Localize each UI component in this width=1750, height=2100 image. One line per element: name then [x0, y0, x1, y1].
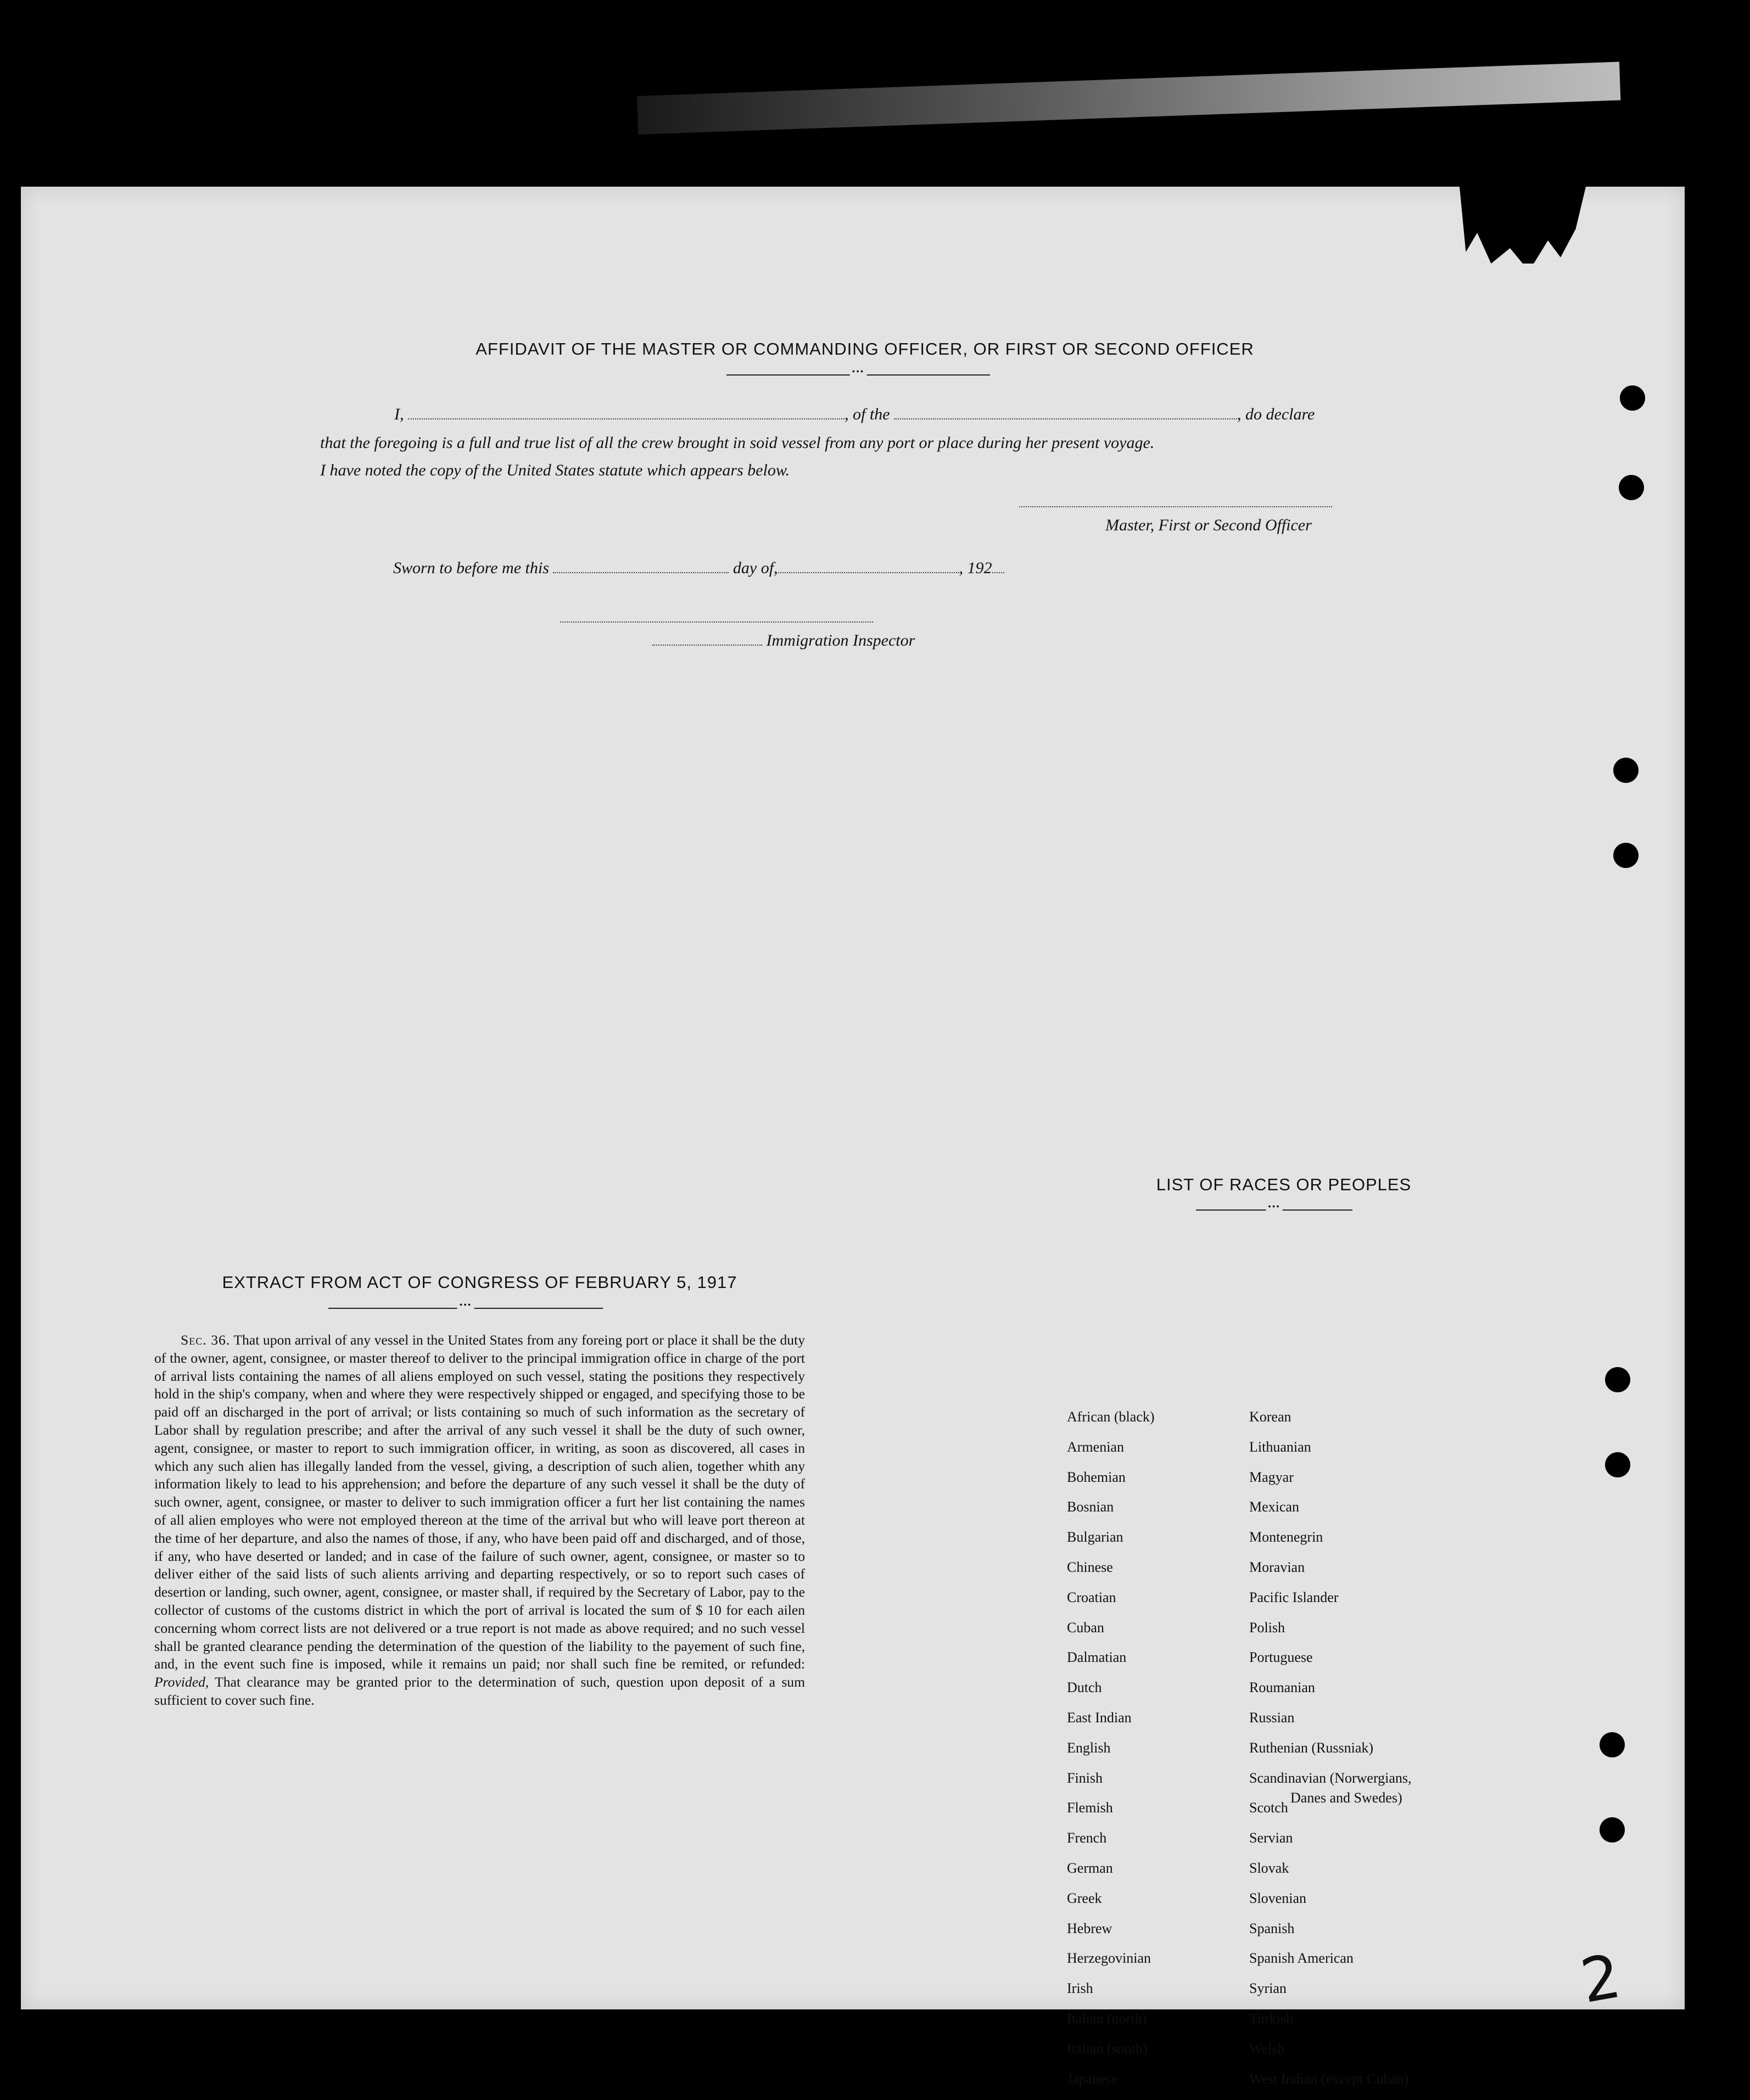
race-item: Hebrew [1067, 1920, 1112, 1936]
affidavit-title: AFFIDAVIT OF THE MASTER OR COMMANDING OFFICER, OR FIRST OR SECOND OFFICER [476, 339, 1254, 359]
extract-title-rule [328, 1308, 603, 1309]
races-list-left [1067, 1408, 1155, 2100]
of-the-label: , of the [845, 405, 890, 423]
master-signature-blank[interactable] [1019, 494, 1332, 507]
race-item: Spanish American [1249, 1950, 1354, 1967]
race-item: Japanese [1067, 2070, 1118, 2087]
inspector-label: Immigration Inspector [766, 631, 915, 649]
race-item: Polish [1249, 1619, 1285, 1636]
affidavit-line-3: I have noted the copy of the United States statute which appears below. [320, 461, 790, 479]
sworn-month-blank[interactable] [778, 560, 959, 573]
race-item: Portuguese [1249, 1649, 1313, 1666]
sworn-day-blank[interactable] [553, 560, 729, 573]
do-declare-label: , do declare [1237, 405, 1315, 423]
section-text: That upon arrival of any vessel in the United States from any foreing port or place it shall be the duty of the owner, agent, consignee, or master thereof to deliver to the principal immigration office in charge of the port of arrival lists containing the names of all aliens employed on such vessel, stating the positions they respectively hold in the ship's company, when and where they were respectively shipped or engaged, and specifying those to be paid off an discharged in the port of arrival; or lists containing so much of such information as the secretary of Labor shall by regulation prescribe; and after the arrival of any such vessel it shall be the duty of such owner, agent, consignee, or master to report to such immigration officer, in writing, as soon as discovered, all cases in which any such alien has illegally landed from the vessel, giving, a description of such alien, together whith any information likely to lead to his apprehension; and before the departure of any such vessel it shall be the duty of such owner, agent, consignee, or master to deliver to such immigration officer a furt her list containing the names of all alien employes who were not employed thereon at the time of the arrival but who will leave port thereon at the time of her departure, and also the names of those, if any, who have been paid off and discharged, and of those, if any, who have deserted or landed; and in case of the failure of such owner, agent, consignee, or master so to deliver either of the said lists of such alients arriving and departing respectively, or so to report such cases of desertion or landing, such owner, agent, consignee, or master shall, if required by the Secretary of Labor, pay to the collector of customs of the customs district in which the port of arrival is located the sum of $ 10 for each ailen concerning whom correct lists are not delivered or a true report is not made as above required; and no such vessel shall be granted clearance pending the determination of the question of the liability to the payement of such fine, and, in the event such fine is imposed, while it remains un paid; nor shall such fine be remited, or refunded: [154, 1332, 805, 1672]
punch-hole [1613, 843, 1639, 868]
race-item: Chinese [1067, 1559, 1113, 1575]
handwritten-corner-mark: 2 [1575, 1940, 1626, 2017]
race-item: Roumanian [1249, 1679, 1315, 1696]
race-item: West Indian (except Cuban) [1249, 2070, 1409, 2087]
race-item: Bosnian [1067, 1499, 1114, 1515]
race-item: Turkish [1249, 2010, 1293, 2026]
race-item: Dalmatian [1067, 1649, 1127, 1666]
torn-corner [1460, 187, 1586, 264]
year-label: , 192 [959, 559, 992, 577]
sworn-line [393, 559, 1004, 578]
punch-hole [1620, 385, 1645, 411]
race-item: Montenegrin [1249, 1529, 1323, 1545]
races-continuation: Danes and Swedes) [1290, 1790, 1402, 1806]
race-item: Magyar [1249, 1469, 1294, 1485]
race-item: French [1067, 1830, 1107, 1846]
inspector-signature-blank[interactable] [560, 609, 873, 623]
races-title: LIST OF RACES OR PEOPLES [1156, 1175, 1412, 1194]
race-item: Moravian [1249, 1559, 1305, 1575]
race-item: Welsh [1249, 2040, 1285, 2057]
race-item: Cuban [1067, 1619, 1104, 1636]
extract-title: EXTRACT FROM ACT OF CONGRESS OF FEBRUARY 5, 1917 [222, 1273, 737, 1292]
race-item: Spanish [1249, 1920, 1295, 1936]
inspector-line [652, 631, 915, 650]
race-item: Servian [1249, 1830, 1293, 1846]
race-item: East Indian [1067, 1709, 1132, 1726]
race-item: German [1067, 1860, 1113, 1876]
race-item: English [1067, 1739, 1111, 1756]
sworn-year-blank[interactable] [992, 560, 1004, 573]
section-text-end: That clearance may be granted prior to the determination of such, question upon deposit of a sum sufficient to cover such fine. [154, 1674, 805, 1708]
race-item: Scotch [1249, 1800, 1288, 1816]
race-item: Russian [1249, 1709, 1295, 1726]
race-item: Slovenian [1249, 1890, 1306, 1906]
race-item: Syrian [1249, 1980, 1287, 1997]
race-item: Croatian [1067, 1589, 1116, 1605]
provided-word: Provided, [154, 1674, 209, 1690]
declarant-i-label: I, [394, 405, 404, 423]
affidavit-line-1 [394, 405, 1315, 424]
declarant-name-blank[interactable] [408, 406, 845, 419]
punch-hole [1600, 1817, 1625, 1843]
affidavit-title-rule [726, 374, 990, 376]
race-item: Bulgarian [1067, 1529, 1123, 1545]
race-item: Pacific Islander [1249, 1589, 1339, 1605]
race-item: Irish [1067, 1980, 1093, 1997]
race-item: Armenian [1067, 1438, 1124, 1455]
torn-paper-strip [637, 62, 1620, 135]
race-item: Bohemian [1067, 1469, 1126, 1485]
punch-hole [1600, 1732, 1625, 1757]
races-title-rule [1196, 1209, 1352, 1211]
races-list-right [1249, 1408, 1412, 2100]
section-label: Sec. 36. [181, 1332, 231, 1348]
document-page [21, 187, 1685, 2087]
race-item: Korean [1249, 1409, 1291, 1425]
punch-hole [1619, 475, 1644, 500]
inspector-name-blank[interactable] [652, 632, 762, 646]
race-item: Dutch [1067, 1679, 1102, 1696]
race-item: Mexican [1249, 1499, 1299, 1515]
punch-hole [1613, 758, 1639, 783]
race-item: Italian (north) [1067, 2010, 1147, 2026]
vessel-name-blank[interactable] [894, 406, 1237, 419]
race-item: Ruthenian (Russniak) [1249, 1739, 1374, 1756]
day-of-label: day of, [733, 559, 778, 577]
race-item: Greek [1067, 1890, 1102, 1906]
race-item: Slovak [1249, 1860, 1289, 1876]
race-item: Lithuanian [1249, 1438, 1311, 1455]
race-item: African (black) [1067, 1409, 1155, 1425]
master-signature-label: Master, First or Second Officer [1105, 516, 1312, 534]
punch-hole [1605, 1452, 1630, 1477]
race-item: Finish [1067, 1769, 1103, 1786]
punch-hole [1605, 1367, 1630, 1392]
affidavit-line-2: that the foregoing is a full and true list of all the crew brought in soid vessel from any port or place during her present voyage. [320, 434, 1155, 452]
sworn-prefix: Sworn to before me this [393, 559, 549, 577]
race-item: Scandinavian (Norwergians, [1249, 1769, 1412, 1786]
race-item: Herzegovinian [1067, 1950, 1151, 1967]
race-item: Flemish [1067, 1800, 1113, 1816]
extract-section-36 [154, 1331, 805, 1710]
race-item: Italian (south) [1067, 2040, 1148, 2057]
